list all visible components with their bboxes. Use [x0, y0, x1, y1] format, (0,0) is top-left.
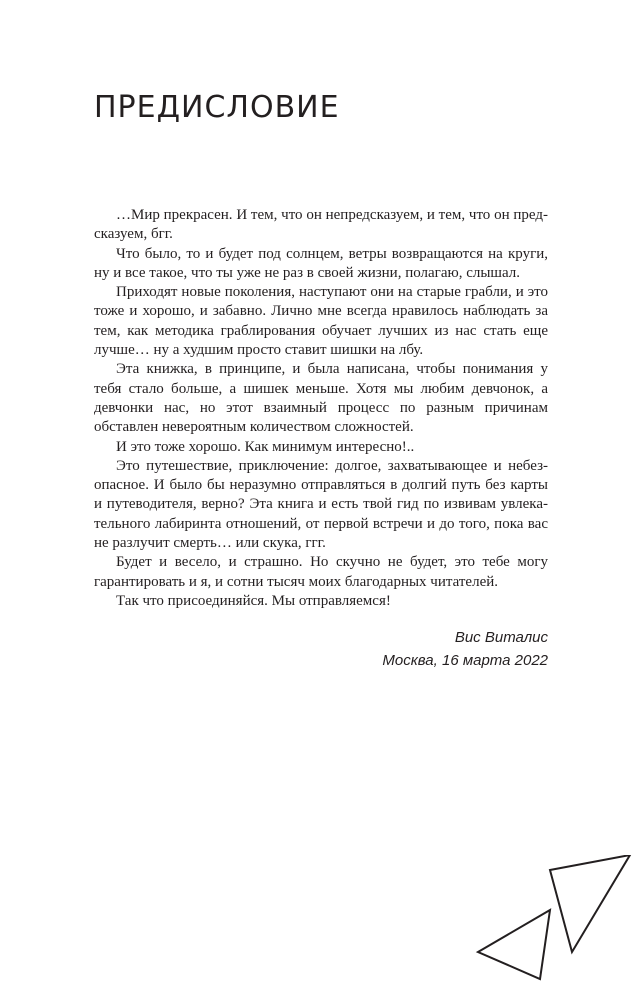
triangle-ornament-icon [470, 855, 640, 985]
paragraph: И это тоже хорошо. Как минимум интересно!.. [116, 438, 415, 455]
preface-body [94, 206, 548, 611]
author-name: Вис Виталис [454, 629, 548, 646]
place-date: Москва, 16 марта 2022 [382, 652, 548, 669]
paragraph: Эта книжка, в принципе, и была написана, чтобы понимания у тебя стало больше, а шишек меньше. Хотя мы любим девчонок, а девчонки нас, но этот взаимный процесс по разным причинам обставлен невероятным количеством сложностей. [94, 361, 548, 436]
page-title: ПРЕДИСЛОВИЕ [94, 90, 340, 125]
paragraph: Будет и весело, и страшно. Но скучно не будет, это тебе могу гарантировать и я, и сотни тысяч моих благодарных читателей. [94, 554, 548, 590]
signature-block [382, 626, 548, 672]
paragraph: Приходят новые поколения, наступают они на старые грабли, и это тоже и хорошо, и забавно. Лично мне всегда нравилось наблюдать за тем, как методика граблирования обучает лучших из нас стать еще лучше… ну а худшим просто ставит шишки на лбу. [94, 284, 548, 359]
paragraph: Это путешествие, приключение: долгое, захватывающее и небезопасное. И было бы неразумно отправляться в долгий путь без карты и путеводителя, верно? Эта книга и есть твой гид по извивам увлекательного лабиринта отношений, от первой встречи и до того, пока вас не разлучит смерть… или скука, ггг. [94, 457, 548, 552]
paragraph: Что было, то и будет под солнцем, ветры возвращаются на круги, ну и все такое, что ты уже не раз в своей жизни, полагаю, слышал. [94, 245, 548, 281]
paragraph: …Мир прекрасен. И тем, что он непредсказуем, и тем, что он предсказуем, бгг. [94, 207, 548, 243]
triangle-lower-shape [478, 910, 550, 979]
paragraph: Так что присоединяйся. Мы отправляемся! [116, 592, 391, 609]
triangle-upper-shape [550, 855, 630, 952]
